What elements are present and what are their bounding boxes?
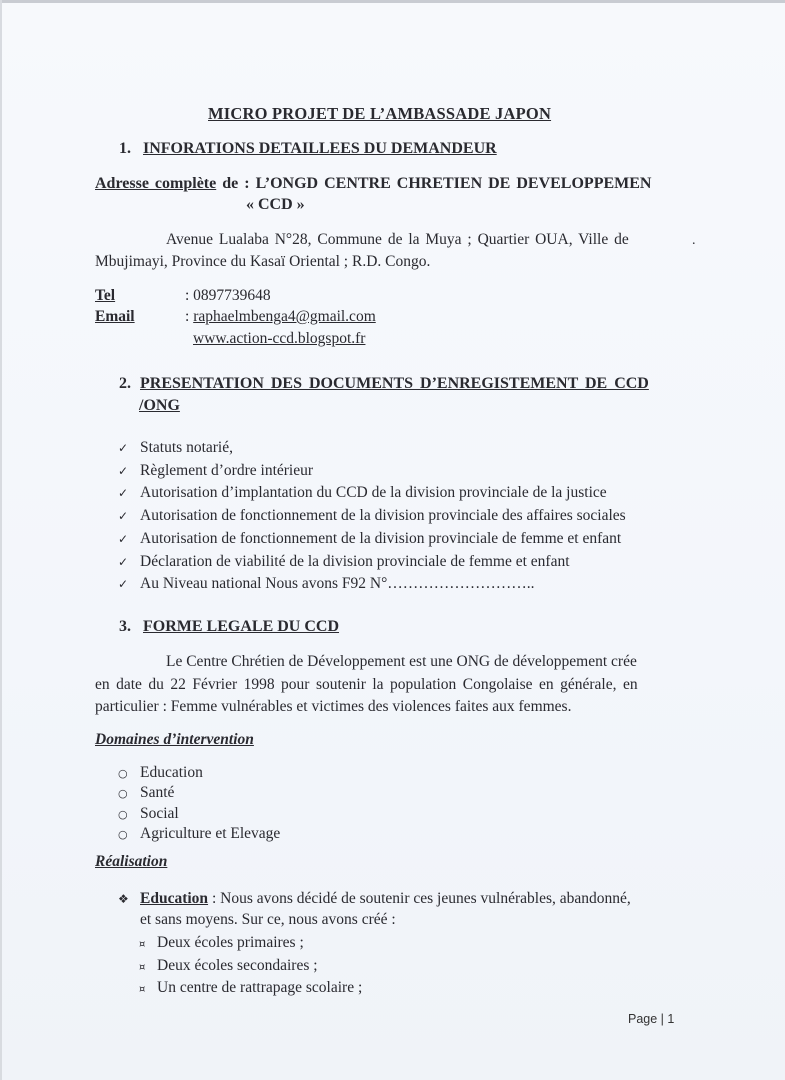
education-text-line-2: et sans moyens. Sur ce, nous avons créé : [140,911,396,928]
section-1-title: INFORATIONS DETAILLEES DU DEMANDEUR [143,140,497,157]
tel-label: Tel [95,287,116,304]
list-item [118,460,626,483]
square-bullet-icon: ¤ [139,961,146,973]
education-text: : Nous avons décidé de soutenir ces jeunes vulnérables, abandonné, [208,890,631,907]
circle-bullet-icon: ○ [118,828,128,842]
registration-documents-list [118,437,626,596]
diamond-bullet-icon: ❖ [118,892,129,906]
list-item [118,783,280,803]
section-1-number: 1. [119,140,131,157]
list-item [118,482,626,505]
paragraph-line-2: en date du 22 Février 1998 pour soutenir la population Congolaise en générale, en [95,675,638,693]
address-label: Adresse complète [95,175,217,192]
check-mark-icon: ✓ [118,463,129,478]
section-1-heading [119,140,497,158]
education-label: Education [140,890,209,907]
education-achievement [118,890,631,908]
stray-mark: . [692,233,696,248]
list-item-text: Autorisation d’implantation du CCD de la division provinciale de la justice [140,484,607,502]
list-item [139,933,362,956]
list-item [118,551,626,574]
section-2-number: 2. [119,375,131,392]
education-achievements-list [139,933,362,1001]
address-line-1: Avenue Lualaba N°28, Commune de la Muya ; Quartier OUA, Ville de [166,231,629,248]
circle-bullet-icon: ○ [118,807,128,821]
list-item [118,437,626,460]
website-link[interactable]: www.action-ccd.blogspot.fr [193,330,366,347]
list-item-text: Déclaration de viabilité de la division provinciale de femme et enfant [140,552,570,570]
check-mark-icon: ✓ [118,509,129,524]
email-label: Email [95,308,135,325]
realisation-heading: Réalisation [95,853,168,870]
list-item-text: Santé [140,784,175,802]
list-item-text: Deux écoles secondaires ; [157,956,318,974]
paragraph-line-3: particulier : Femme vulnérables et victimes des violences faites aux femmes. [95,698,572,715]
list-item [118,763,280,783]
check-mark-icon: ✓ [118,441,129,455]
section-3-title: FORME LEGALE DU CCD [143,618,340,635]
list-item-text: Un centre de rattrapage scolaire ; [157,979,363,996]
address-line-2: Mbujimayi, Province du Kasaï Oriental ; R.D. Congo. [95,253,431,270]
circle-bullet-icon: ○ [118,767,128,780]
document-title: MICRO PROJET DE L’AMBASSADE JAPON [208,104,552,123]
page-edge-shadow [0,0,785,3]
list-item-text: Statuts notarié, [140,439,233,456]
check-mark-icon: ✓ [118,554,129,569]
section-2-title: PRESENTATION DES DOCUMENTS D’ENREGISTEMENT DE CCD [140,375,649,392]
address-organization: de : L’ONGD CENTRE CHRETIEN DE DEVELOPPEMEN [222,175,652,192]
domaines-list [118,763,280,845]
email-field [185,308,376,326]
square-bullet-icon: ¤ [139,939,146,950]
list-item [139,956,362,979]
check-mark-icon: ✓ [118,486,129,501]
section-3-number: 3. [119,618,131,635]
email-link[interactable]: raphaelmbenga4@gmail.com [193,308,376,325]
list-item-text: Agriculture et Elevage [140,825,281,843]
circle-bullet-icon: ○ [118,787,128,801]
square-bullet-icon: ¤ [139,984,146,995]
list-item-text: Autorisation de fonctionnement de la division provinciale de femme et enfant [140,529,622,547]
check-mark-icon: ✓ [118,577,129,592]
section-2-heading [119,375,649,393]
email-separator: : [185,308,194,325]
list-item [118,804,280,824]
page-edge-shadow-left [0,0,2,1080]
list-item [118,573,626,596]
list-item-text: Social [140,804,179,822]
tel-value: : 0897739648 [185,287,271,304]
section-3-heading [119,618,339,636]
list-item [118,824,280,844]
page-number: Page | 1 [628,1012,675,1026]
list-item-text: Autorisation de fonctionnement de la division provinciale des affaires sociales [140,507,626,525]
address-abbreviation: « CCD » [246,196,305,213]
list-item-text: Deux écoles primaires ; [157,934,304,951]
legal-form-paragraph [95,651,680,719]
paragraph-line-1: Le Centre Chrétien de Développement est une ONG de développement crée [166,653,637,670]
list-item [139,978,362,1001]
list-item [118,505,626,528]
list-item-text: Au Niveau national Nous avons F92 N°……………………….. [140,575,535,593]
check-mark-icon: ✓ [118,531,129,546]
domaines-heading: Domaines d’intervention [95,731,254,748]
list-item [118,528,626,551]
section-2-title-line-2: /ONG [139,397,180,414]
list-item-text: Education [140,764,203,781]
list-item-text: Règlement d’ordre intérieur [140,461,314,479]
address-heading [95,175,651,193]
